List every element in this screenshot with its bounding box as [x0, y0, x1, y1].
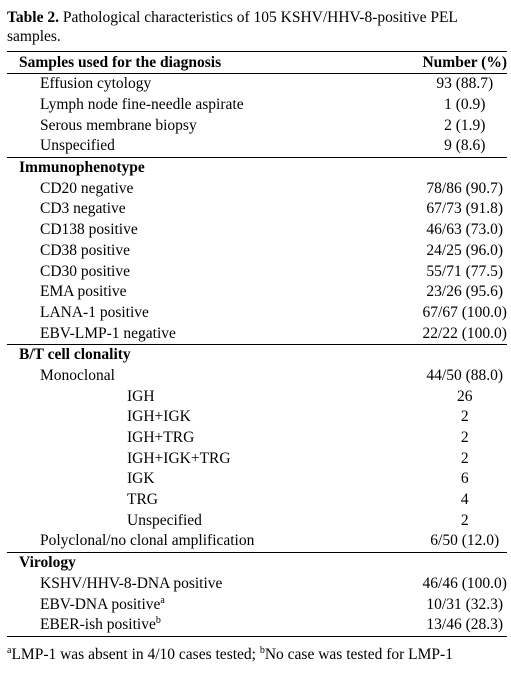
- header-samples: Samples used for the diagnosis: [7, 52, 422, 74]
- table-caption-text: Pathological characteristics of 105 KSHV/HHV-8-positive PEL samples.: [7, 9, 458, 45]
- footnote-mark-a: a: [7, 644, 12, 656]
- row-label: [7, 574, 422, 595]
- table-caption-label: Table 2.: [7, 9, 59, 26]
- row-label: IGH+TRG: [127, 429, 195, 447]
- row-label: EBV-LMP-1 negative: [40, 324, 176, 342]
- section-header-clonality: [7, 344, 507, 365]
- pathology-table: [7, 51, 507, 637]
- row-value: 2: [460, 449, 469, 467]
- row-label-text: EBER-ish positive: [40, 616, 156, 634]
- section-header-immunophenotype: [7, 157, 507, 178]
- row-label: Unspecified: [127, 511, 202, 529]
- table-row: [7, 74, 507, 95]
- row-value: 9 (8.6): [444, 137, 486, 155]
- table-row: [7, 95, 507, 116]
- table-row: [7, 510, 507, 531]
- table-row: [7, 428, 507, 449]
- row-value: 67/73 (91.8): [426, 200, 504, 218]
- section-title: B/T cell clonality: [7, 344, 422, 365]
- table-footnote: [7, 645, 507, 665]
- table-row: [7, 303, 507, 324]
- table-row: [7, 241, 507, 262]
- row-value: 1 (0.9): [444, 96, 486, 114]
- table-row: [7, 323, 507, 344]
- footnote-marker-a: a: [160, 594, 165, 606]
- section-title: Virology: [7, 552, 422, 573]
- table-row: [7, 531, 507, 552]
- table-row: [7, 615, 507, 636]
- table-row: [7, 469, 507, 490]
- row-label: IGH+IGK: [127, 408, 191, 426]
- table-row: [7, 386, 507, 407]
- row-label: CD3 negative: [40, 200, 126, 218]
- row-label: Serous membrane biopsy: [40, 116, 197, 134]
- row-value: 10/31 (32.3): [426, 595, 504, 613]
- row-value: 93 (88.7): [436, 75, 494, 93]
- row-value: 22/22 (100.0): [422, 324, 507, 342]
- row-value: 2: [460, 408, 469, 426]
- row-value: 78/86 (90.7): [426, 179, 504, 197]
- row-label: IGH: [127, 387, 155, 405]
- section-title: Immunophenotype: [7, 157, 422, 178]
- table-row: [7, 594, 507, 615]
- table-row: [7, 115, 507, 136]
- section-header-virology: [7, 552, 507, 573]
- row-label: Monoclonal: [40, 366, 115, 384]
- row-value: 67/67 (100.0): [422, 303, 507, 321]
- row-value: 6: [460, 470, 469, 488]
- table-row: [7, 490, 507, 511]
- row-label: EMA positive: [40, 283, 127, 301]
- row-label: IGH+IGK+TRG: [127, 449, 231, 467]
- row-value: 6/50 (12.0): [430, 532, 500, 550]
- row-label: CD20 negative: [40, 179, 134, 197]
- row-value: 23/26 (95.6): [426, 283, 504, 301]
- row-label: Effusion cytology: [40, 75, 152, 93]
- row-label: TRG: [127, 491, 158, 509]
- table-row: [7, 407, 507, 428]
- table-row: [7, 178, 507, 199]
- table-row: [7, 199, 507, 220]
- row-label: Lymph node fine-needle aspirate: [40, 96, 244, 114]
- row-label: LANA-1 positive: [40, 303, 149, 321]
- row-value: 26: [456, 387, 473, 405]
- table-row: [7, 261, 507, 282]
- row-label: CD38 positive: [40, 241, 130, 259]
- row-label: [7, 594, 422, 615]
- row-label: [7, 615, 422, 636]
- row-value: 55/71 (77.5): [426, 262, 504, 280]
- table-row: [7, 574, 507, 595]
- table-row: [7, 448, 507, 469]
- row-value: 2: [460, 511, 469, 529]
- row-value: 2 (1.9): [444, 116, 486, 134]
- row-value: 46/63 (73.0): [426, 221, 504, 239]
- table-row: [7, 366, 507, 387]
- row-label-text: EBV-DNA positive: [40, 595, 161, 613]
- table-caption: [7, 8, 507, 46]
- row-label-text: KSHV/HHV-8-DNA positive: [40, 574, 223, 592]
- row-value: 4: [460, 491, 469, 509]
- row-value: 13/46 (28.3): [422, 615, 507, 636]
- table-header-row: [7, 52, 507, 74]
- row-label: Unspecified: [40, 137, 115, 155]
- table-row: [7, 282, 507, 303]
- footnote-text-b: No case was tested for LMP-1: [264, 646, 453, 663]
- row-value: 24/25 (96.0): [426, 241, 504, 259]
- footnote-marker-b: b: [155, 615, 161, 627]
- row-label: CD30 positive: [40, 262, 130, 280]
- footnote-mark-b: b: [259, 644, 265, 656]
- header-number: Number (%): [422, 52, 507, 74]
- table-row: [7, 136, 507, 157]
- row-label: Polyclonal/no clonal amplification: [40, 532, 255, 550]
- row-value: 2: [460, 429, 469, 447]
- row-label: CD138 positive: [40, 221, 138, 239]
- row-label: IGK: [127, 470, 155, 488]
- row-value: 44/50 (88.0): [426, 366, 504, 384]
- row-value: 46/46 (100.0): [422, 574, 507, 592]
- table-row: [7, 220, 507, 241]
- footnote-text-a: LMP-1 was absent in 4/10 cases tested;: [11, 646, 260, 663]
